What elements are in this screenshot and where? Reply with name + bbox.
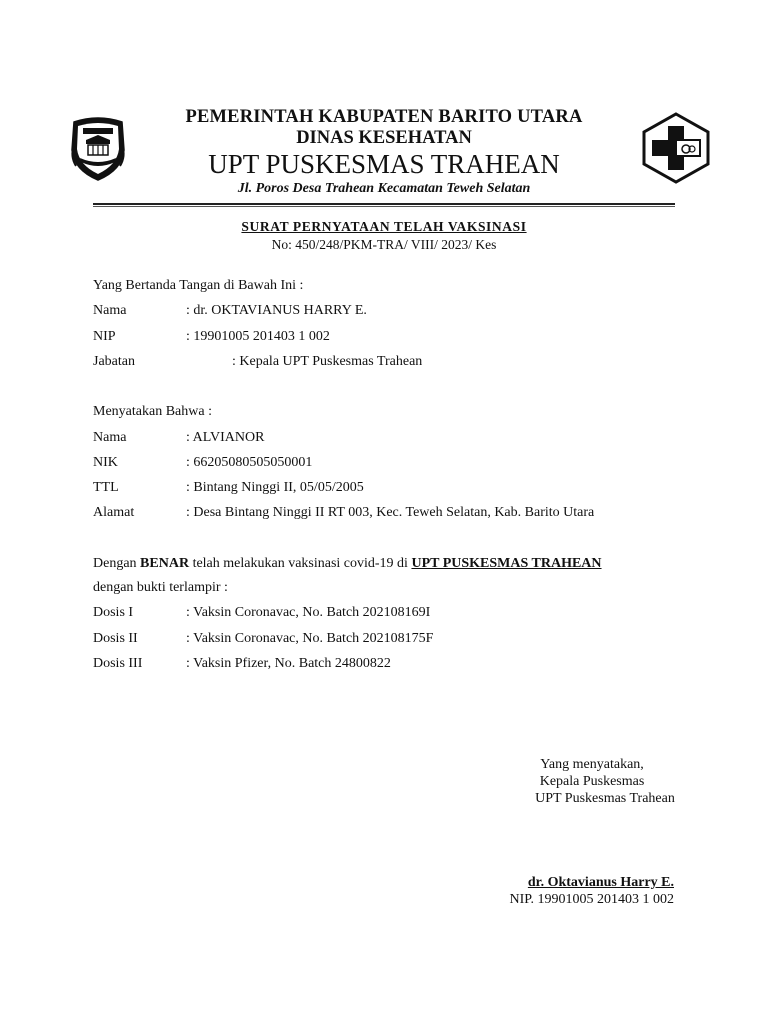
signature-institution: UPT Puskesmas Trahean xyxy=(535,791,675,806)
subject-name-value: : ALVIANOR xyxy=(186,430,265,445)
signatory-intro: Yang Bertanda Tangan di Bawah Ini : xyxy=(93,278,304,293)
subject-address-value: : Desa Bintang Ninggi II RT 003, Kec. Teweh Selatan, Kab. Barito Utara xyxy=(186,505,595,520)
signature-nip: NIP. 19901005 201403 1 002 xyxy=(509,892,674,907)
letterhead-divider-thin xyxy=(93,206,675,207)
dose-label: Dosis III xyxy=(93,656,143,671)
letterhead-divider xyxy=(93,203,675,205)
subject-nik-value: : 66205080505050001 xyxy=(186,455,313,470)
dose-label: Dosis II xyxy=(93,631,138,646)
dose-value: : Vaksin Coronavac, No. Batch 202108175F xyxy=(186,631,434,646)
statement-prefix: Dengan xyxy=(93,556,141,571)
statement-place: UPT PUSKESMAS TRAHEAN xyxy=(411,556,602,571)
document-number: No: 450/248/PKM-TRA/ VIII/ 2023/ Kes xyxy=(271,237,497,252)
dose-value: : Vaksin Pfizer, No. Batch 24800822 xyxy=(186,656,391,671)
department-name: DINAS KESEHATAN xyxy=(296,128,472,148)
signatory-name-label: Nama xyxy=(93,303,127,318)
document-title: SURAT PERNYATAAN TELAH VAKSINASI xyxy=(241,219,527,234)
signatory-position-label: Jabatan xyxy=(93,354,135,369)
dose-value: : Vaksin Coronavac, No. Batch 202108169I xyxy=(186,605,431,620)
subject-birth-value: : Bintang Ninggi II, 05/05/2005 xyxy=(186,480,364,495)
signatory-nip-value: : 19901005 201403 1 002 xyxy=(186,329,330,344)
signature-role: Kepala Puskesmas xyxy=(539,774,645,789)
subject-birth-label: TTL xyxy=(93,480,119,495)
signature-name: dr. Oktavianus Harry E. xyxy=(527,875,674,890)
signatory-name-value: : dr. OKTAVIANUS HARRY E. xyxy=(186,303,367,318)
subject-intro: Menyatakan Bahwa : xyxy=(93,404,212,419)
statement-line xyxy=(93,556,602,572)
statement-emphasis: BENAR xyxy=(140,556,190,571)
dose-label: Dosis I xyxy=(93,605,134,620)
subject-address-label: Alamat xyxy=(93,505,135,520)
signature-closing: Yang menyatakan, xyxy=(540,757,644,772)
statement-middle: telah melakukan vaksinasi covid-19 di xyxy=(189,556,412,571)
institution-address: Jl. Poros Desa Trahean Kecamatan Teweh Selatan xyxy=(237,181,531,196)
institution-name: UPT PUSKESMAS TRAHEAN xyxy=(208,149,560,179)
signatory-nip-label: NIP xyxy=(93,329,116,344)
statement-line2: dengan bukti terlampir : xyxy=(93,580,228,595)
government-name: PEMERINTAH KABUPATEN BARITO UTARA xyxy=(185,107,583,127)
subject-name-label: Nama xyxy=(93,430,127,445)
subject-nik-label: NIK xyxy=(93,455,118,470)
signatory-position-value: : Kepala UPT Puskesmas Trahean xyxy=(232,354,423,369)
